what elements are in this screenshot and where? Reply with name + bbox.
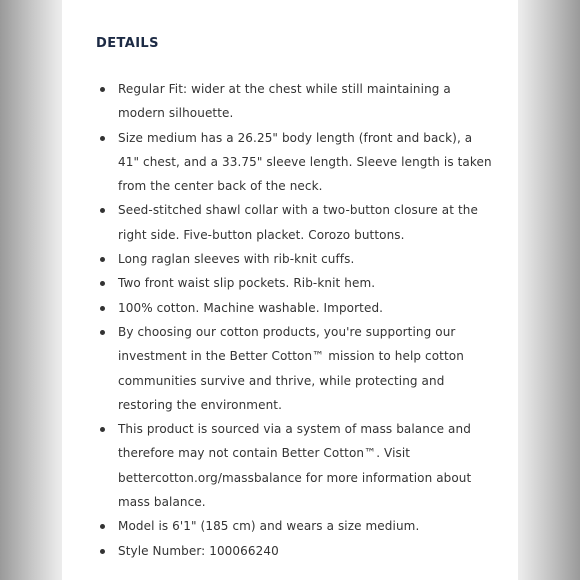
details-list	[96, 77, 492, 563]
list-item	[96, 247, 492, 271]
list-item-text: Regular Fit: wider at the chest while still maintaining a modern silhouette.	[118, 82, 451, 121]
list-item-text: By choosing our cotton products, you're supporting our investment in the Better Cotton™ mission to help cotton communities survive and thrive, while protecting and restoring the environment.	[118, 324, 464, 412]
list-item	[96, 296, 492, 320]
list-item	[96, 320, 492, 417]
bullet-icon	[100, 524, 105, 529]
details-card	[62, 0, 518, 580]
list-item	[96, 77, 492, 126]
bullet-icon	[100, 136, 105, 141]
list-item	[96, 514, 492, 538]
bullet-icon	[100, 87, 105, 92]
bullet-icon	[100, 257, 105, 262]
bullet-icon	[100, 330, 105, 335]
list-item	[96, 417, 492, 514]
list-item	[96, 271, 492, 295]
bullet-icon	[100, 427, 105, 432]
details-heading: DETAILS	[96, 36, 159, 51]
list-item	[96, 126, 492, 199]
list-item-text: Two front waist slip pockets. Rib-knit hem.	[118, 276, 376, 291]
list-item	[96, 198, 492, 247]
list-item-text: Model is 6'1" (185 cm) and wears a size medium.	[118, 519, 420, 534]
list-item-text: Long raglan sleeves with rib-knit cuffs.	[118, 252, 355, 267]
list-item-text: Style Number: 100066240	[118, 543, 279, 558]
list-item	[96, 539, 492, 563]
bullet-icon	[100, 208, 105, 213]
list-item-text: Size medium has a 26.25" body length (front and back), a 41" chest, and a 33.75" sleeve length. Sleeve length is taken from the center back of the neck.	[118, 130, 492, 194]
list-item-text: Seed-stitched shawl collar with a two-button closure at the right side. Five-button placket. Corozo buttons.	[118, 203, 478, 242]
list-item-text: 100% cotton. Machine washable. Imported.	[118, 300, 384, 315]
bullet-icon	[100, 306, 105, 311]
bullet-icon	[100, 549, 105, 554]
list-item-text: This product is sourced via a system of mass balance and therefore may not contain Better Cotton™. Visit bettercotton.org/massbalance for more information about mass balance.	[118, 422, 472, 510]
bullet-icon	[100, 281, 105, 286]
